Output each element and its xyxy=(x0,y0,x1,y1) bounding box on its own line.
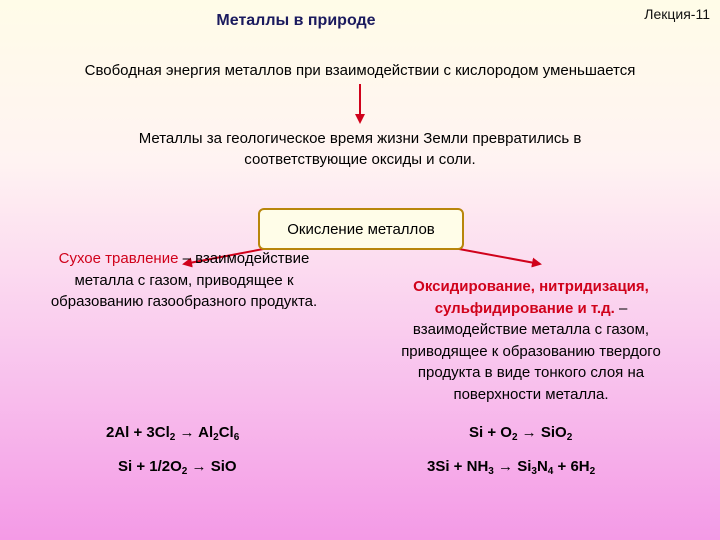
dry-etching-def-start: – взаимодействие xyxy=(178,250,310,267)
page-title: Металлы в природе xyxy=(216,12,376,29)
dry-etching-description xyxy=(24,248,344,313)
oxidation-line-4: приводящее к образованию твердого xyxy=(401,342,661,360)
dry-etching-line-3: образованию газообразного продукта. xyxy=(50,293,318,310)
conclusion-line-1: Металлы за геологическое время жизни Земли превратились в xyxy=(138,130,582,147)
arrow-icon: → xyxy=(191,458,207,475)
equation-3: $Si + 1/2O_2$ → SiO xyxy=(118,458,237,477)
lecture-label: Лекция-11 xyxy=(644,6,710,22)
conclusion-text xyxy=(80,128,640,170)
oxidation-dash: – xyxy=(614,299,628,317)
oxidation-description xyxy=(370,276,692,405)
oxidation-line-6: поверхности металла. xyxy=(453,385,609,403)
conclusion-line-2: соответствующие оксиды и соли. xyxy=(244,151,476,168)
equation-4: $3Si + NH_3 \to Si_3N_4 + 6H_2$ xyxy=(427,458,596,477)
dry-etching-line-2: металла с газом, приводящее к xyxy=(74,271,294,289)
statement-text: Свободная энергия металлов при взаимодействии с кислородом уменьшается xyxy=(84,62,636,79)
arrow-icon: → xyxy=(521,424,537,441)
dry-etching-term: Сухое травление xyxy=(58,250,179,267)
oxidation-box: Окисление металлов xyxy=(258,208,464,250)
arrow-icon: → xyxy=(498,458,514,475)
oxidation-term-line-1: Оксидирование, нитридизация, xyxy=(413,278,649,295)
equation-2: $Si + O_2 \to SiO_2$ xyxy=(469,424,573,443)
oxidation-term-line-2: сульфидирование и т.д. xyxy=(434,299,615,317)
arrow-icon: → xyxy=(179,424,195,441)
oxidation-line-3: взаимодействие металла с газом, xyxy=(412,321,650,338)
oxidation-line-5: продукта в виде тонкого слоя на xyxy=(417,364,645,381)
equation-1: $2Al + 3Cl_2 \to Al_2Cl_6$ xyxy=(106,424,240,443)
